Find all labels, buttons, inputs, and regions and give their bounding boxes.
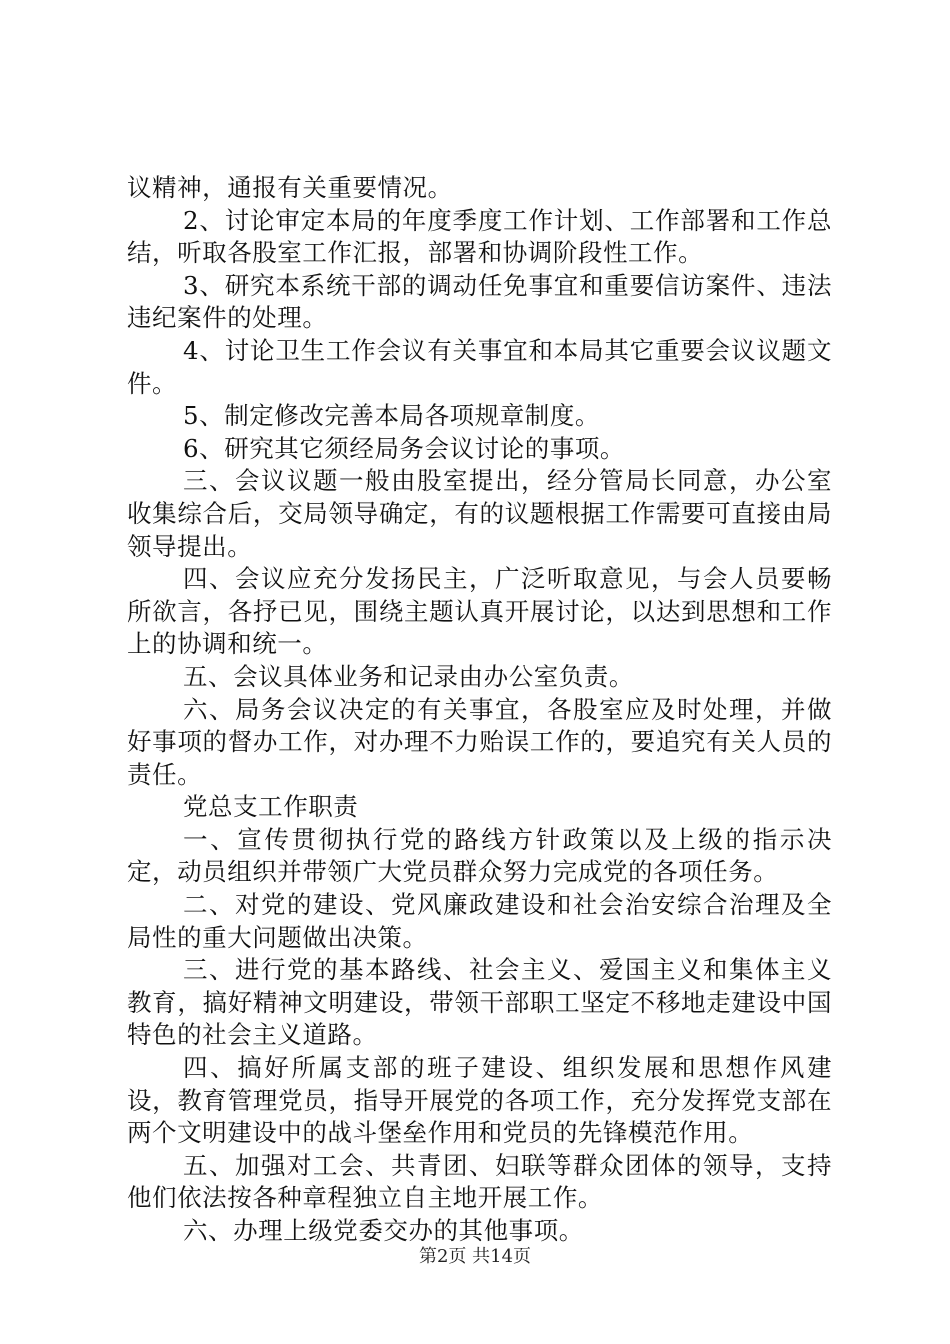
duty-item-6: 六、办理上级党委交办的其他事项。 <box>183 1216 584 1245</box>
page-number-footer: 第2页 共14页 <box>418 1246 532 1267</box>
document-body <box>127 172 832 1248</box>
duty-item-1: 一、宣传贯彻执行党的路线方针政策以及上级的指示决定，动员组织并带领广大党员群众努力完成党的各项任务。 <box>127 824 832 887</box>
agenda-item-6: 6、研究其它须经局务会议讨论的事项。 <box>183 433 625 463</box>
meeting-rule-4: 四、会议应充分发扬民主，广泛听取意见，与会人员要畅所欲言，各抒已见，围绕主题认真开展讨论，以达到思想和工作上的协调和统一。 <box>127 564 832 659</box>
continuation-paragraph: 议精神，通报有关重要情况。 <box>127 173 453 202</box>
duty-item-4: 四、搞好所属支部的班子建设、组织发展和思想作风建设，教育管理党员，指导开展党的各项工作，充分发挥党支部在两个文明建设中的战斗堡垒作用和党员的先锋模范作用。 <box>127 1053 832 1148</box>
meeting-rule-5: 五、会议具体业务和记录由办公室负责。 <box>183 661 634 691</box>
agenda-item-4: 4、讨论卫生工作会议有关事宜和本局其它重要会议议题文件。 <box>127 335 832 398</box>
agenda-item-5: 5、制定修改完善本局各项规章制度。 <box>183 401 600 431</box>
agenda-item-3: 3、研究本系统干部的调动任免事宜和重要信访案件、违法违纪案件的处理。 <box>127 270 832 333</box>
duty-item-5: 五、加强对工会、共青团、妇联等群众团体的领导，支持他们依法按各种章程独立自主地开展工作。 <box>127 1150 832 1213</box>
meeting-rule-6: 六、局务会议决定的有关事宜，各股室应及时处理，并做好事项的督办工作，对办理不力贻误工作的，要追究有关人员的责任。 <box>127 694 832 789</box>
agenda-item-2: 2、讨论审定本局的年度季度工作计划、工作部署和工作总结，听取各股室工作汇报，部署和协调阶段性工作。 <box>127 205 832 268</box>
duty-item-3: 三、进行党的基本路线、社会主义、爱国主义和集体主义教育，搞好精神文明建设，带领干部职工坚定不移地走建设中国特色的社会主义道路。 <box>127 955 832 1050</box>
duty-item-2: 二、对党的建设、党风廉政建设和社会治安综合治理及全局性的重大问题做出决策。 <box>127 890 832 952</box>
meeting-rule-3: 三、会议议题一般由股室提出，经分管局长同意，办公室收集综合后，交局领导确定，有的议题根据工作需要可直接由局领导提出。 <box>127 466 832 561</box>
section-heading: 党总支工作职责 <box>183 792 359 822</box>
